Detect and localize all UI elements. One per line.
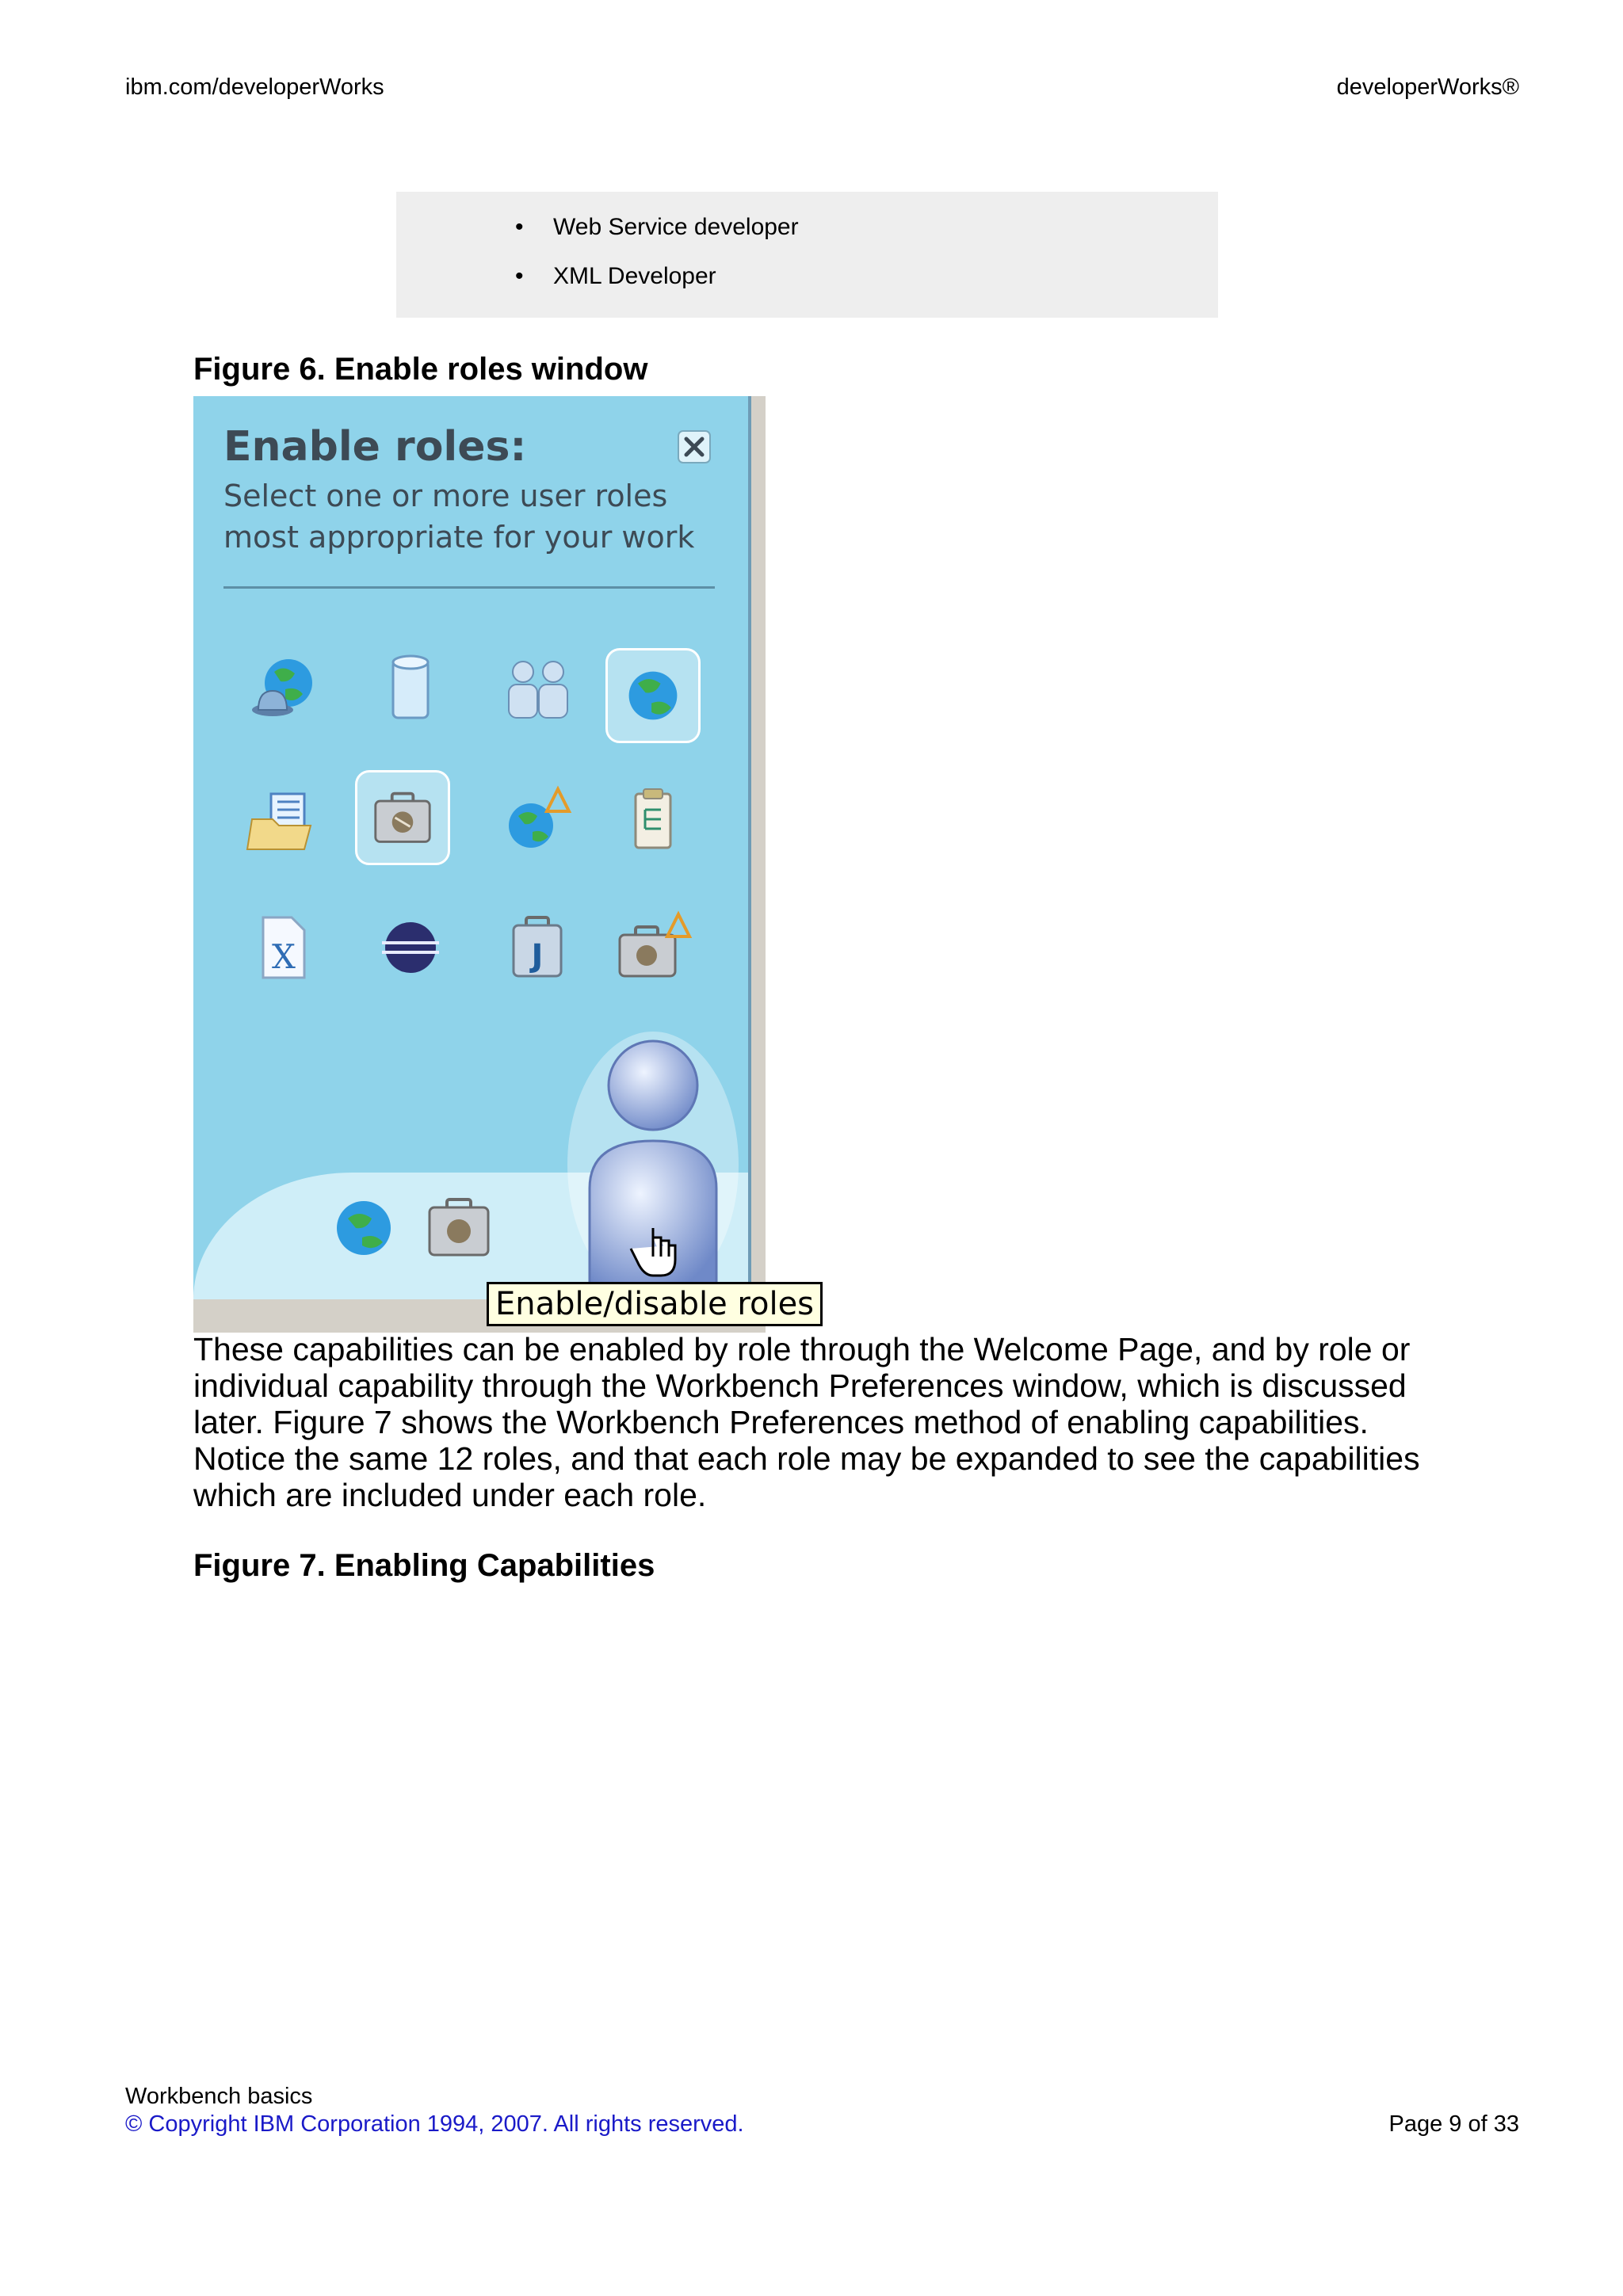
globe-icon[interactable] bbox=[332, 1196, 395, 1260]
header-brand: developerWorks® bbox=[1336, 74, 1519, 100]
briefcase-icon[interactable] bbox=[355, 770, 450, 865]
close-icon[interactable] bbox=[677, 429, 712, 464]
java-file-icon[interactable] bbox=[490, 900, 585, 995]
list-item-label: Web Service developer bbox=[553, 214, 799, 240]
figure-6-caption: Figure 6. Enable roles window bbox=[193, 352, 648, 387]
figure-7-caption: Figure 7. Enabling Capabilities bbox=[193, 1548, 655, 1583]
svg-text:J: J bbox=[531, 938, 544, 974]
footer-copyright-link[interactable]: © Copyright IBM Corporation 1994, 2007. All rights reserved. bbox=[125, 2111, 744, 2137]
roles-subtitle: Select one or more user roles most appropriate for your work bbox=[223, 479, 695, 555]
divider bbox=[223, 586, 715, 589]
globe-a-icon[interactable] bbox=[490, 773, 585, 868]
bullet: • bbox=[515, 263, 524, 289]
briefcase-a-icon[interactable] bbox=[605, 900, 701, 995]
roles-panel bbox=[193, 396, 751, 1295]
clipboard-icon[interactable] bbox=[605, 773, 701, 868]
folder-icon[interactable] bbox=[235, 773, 330, 868]
tooltip-enable-disable-roles: Enable/disable roles bbox=[487, 1282, 823, 1326]
eclipse-icon[interactable] bbox=[363, 900, 458, 995]
sidebar-list-box bbox=[396, 192, 1218, 318]
xml-file-icon[interactable] bbox=[235, 900, 330, 995]
bullet: • bbox=[515, 214, 524, 240]
body-paragraph: These capabilities can be enabled by role through the Welcome Page, and by role or individual capability through the Workbench Preferences window, which is discussed later. Figure 7 shows the Workbench Preferences method of enabling capabilities. Notice the same 12 roles, and that each role may be expanded to see the capabilities which are included under each role. bbox=[193, 1331, 1420, 1513]
svg-text:X: X bbox=[272, 937, 296, 976]
cylinder-icon[interactable] bbox=[363, 642, 458, 737]
footer-doc-title: Workbench basics bbox=[125, 2084, 313, 2109]
header-site: ibm.com/developerWorks bbox=[125, 74, 384, 100]
briefcase-icon[interactable] bbox=[423, 1196, 495, 1260]
roles-title: Enable roles: bbox=[223, 423, 527, 471]
globe-bell-icon[interactable] bbox=[235, 642, 330, 737]
user-roles-icon[interactable] bbox=[566, 1030, 740, 1299]
list-item-label: XML Developer bbox=[553, 263, 716, 289]
footer-page-number: Page 9 of 33 bbox=[1388, 2111, 1519, 2137]
globe-icon[interactable] bbox=[605, 648, 701, 743]
people-icon[interactable] bbox=[490, 642, 585, 737]
enable-roles-window bbox=[193, 396, 815, 1333]
